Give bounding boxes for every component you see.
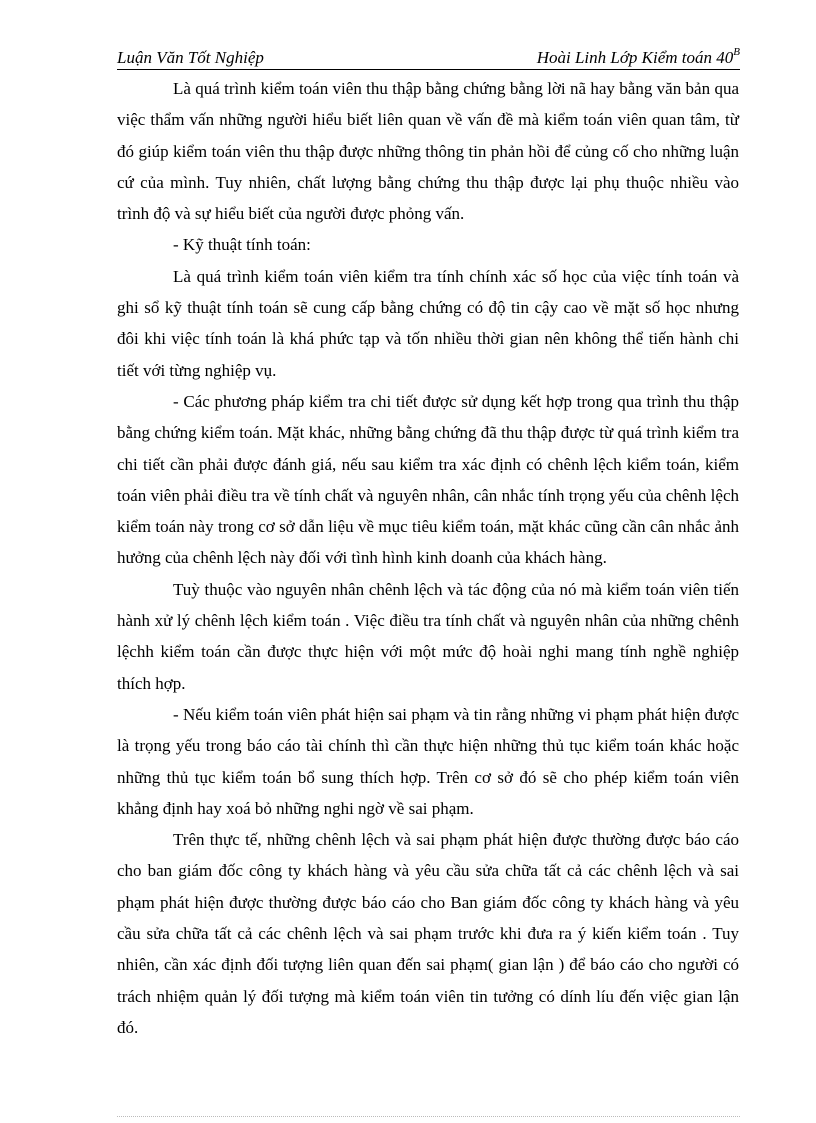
paragraph-calculation-technique: Là quá trình kiểm toán viên kiểm tra tính chính xác số học của việc tính toán và ghi sổ kỹ thuật tính toán sẽ cung cấp bằng chứng có độ tin cậy cao về mặt số học nhưng đôi khi việc tính toán là khá phức tạp và tốn nhiều thời gian nên không thể tiến hành chi tiết với từng nghiệp vụ. <box>117 266 739 380</box>
header-author-text: Hoài Linh Lớp Kiểm toán 40 <box>536 48 734 67</box>
paragraph-misstatement-procedures: - Nếu kiểm toán viên phát hiện sai phạm và tin rằng những vi phạm phát hiện được là trọng yếu trong báo cáo tài chính thì cần thực hiện những thủ tục kiểm toán khác hoặc những thủ tục kiểm toán bổ sung thích hợp. Trên cơ sở đó sẽ cho phép kiểm toán viên khẳng định hay xoá bỏ những nghi ngờ về sai phạm. <box>117 704 739 818</box>
footer-divider <box>117 1116 740 1117</box>
page-header <box>117 47 740 70</box>
paragraph-calculation-heading: - Kỹ thuật tính toán: <box>173 235 311 255</box>
header-class-superscript: B <box>733 46 740 58</box>
header-thesis-title: Luận Văn Tốt Nghiệp <box>117 48 264 67</box>
paragraph-interview-technique: Là quá trình kiểm toán viên thu thập bằng chứng bằng lời nã hay bằng văn bản qua việc thẩm vấn những người hiểu biết liên quan về vấn đề mà kiểm toán viên quan tâm, từ đó giúp kiểm toán viên thu thập được những thông tin phản hồi để củng cố cho những luận cứ của mình. Tuy nhiên, chất lượng bằng chứng thu thập được lại phụ thuộc nhiều vào trình độ và sự hiểu biết của người được phỏng vấn. <box>117 79 739 224</box>
header-author-class <box>537 47 740 69</box>
paragraph-reporting-misstatements: Trên thực tế, những chênh lệch và sai phạm phát hiện được thường được báo cáo cho ban giám đốc công ty khách hàng và yêu cầu sửa chữa tất cả các chênh lệch và sai phạm phát hiện được thường được báo cáo cho Ban giám đốc công ty khách hàng và yêu cầu sửa chữa tất cả các chênh lệch và sai phạm trước khi đưa ra ý kiến kiểm toán . Tuy nhiên, cần xác định đối tượng liên quan đến sai phạm( gian lận ) để báo cáo cho người có trách nhiệm quản lý đối tượng mà kiểm toán viên tin tưởng có dính líu đến việc gian lận đó. <box>117 830 739 1037</box>
paragraph-difference-handling: Tuỳ thuộc vào nguyên nhân chênh lệch và tác động của nó mà kiểm toán viên tiến hành xử lý chênh lệch kiểm toán . Việc điều tra tính chất và nguyên nhân của những chênh lệchh kiểm toán cần được thực hiện với một mức độ hoài nghi mang tính nghề nghiệp thích hợp. <box>117 579 739 693</box>
paragraph-detail-testing: - Các phương pháp kiểm tra chi tiết được sử dụng kết hợp trong qua trình thu thập bằng chứng kiểm toán. Mặt khác, những bằng chứng đã thu thập được từ quá trình kiểm tra chi tiết cần phải được đánh giá, nếu sau kiểm tra xác định có chênh lệch kiểm toán, kiểm toán viên phải điều tra về tính chất và nguyên nhân, cân nhắc tính trọng yếu của chênh lệch kiểm toán này trong cơ sở dẫn liệu về mục tiêu kiểm toán, mặt khác cũng cần cân nhắc ảnh hưởng của chênh lệch này đối với tình hình kinh doanh của khách hàng. <box>117 391 739 568</box>
document-body <box>117 73 739 1043</box>
